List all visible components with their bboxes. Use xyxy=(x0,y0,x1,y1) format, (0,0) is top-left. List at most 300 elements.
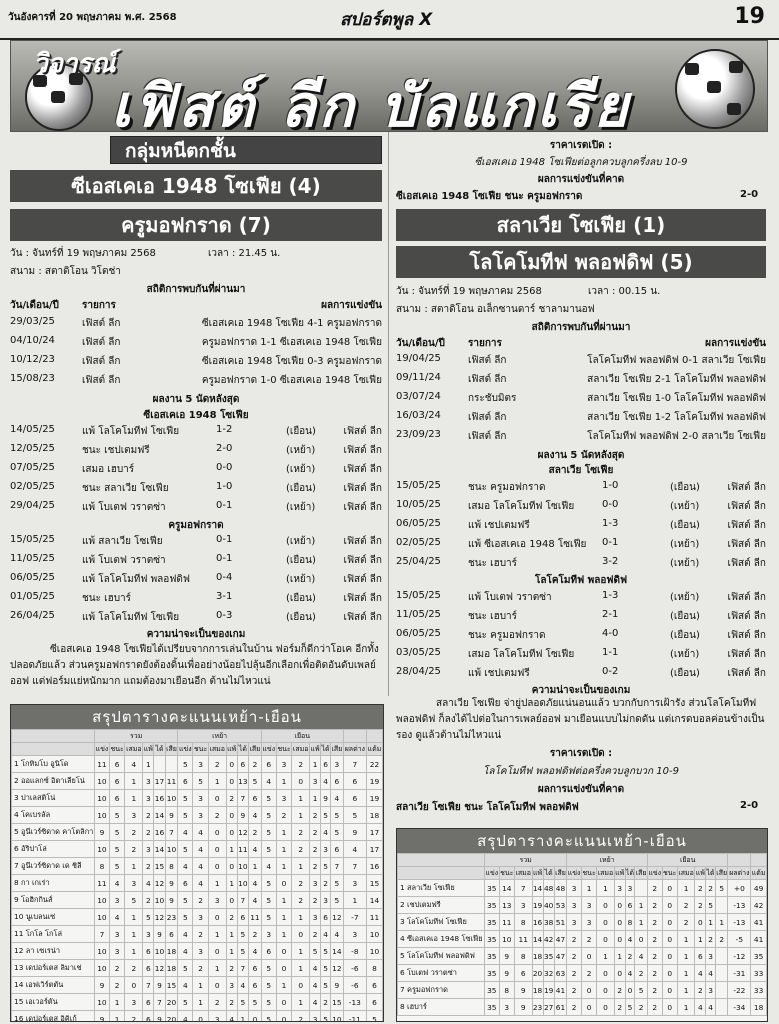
stat-cell: 5 xyxy=(261,994,276,1011)
stat-cell: 4 xyxy=(625,965,635,982)
stat-cell: 0 xyxy=(208,977,226,994)
match-date: วัน : จันทร์ที่ 19 พฤษภาคม 2568 xyxy=(396,286,542,297)
stat-cell: 41 xyxy=(751,914,767,931)
stat-cell: 5 xyxy=(330,807,343,824)
table-column-label: ได้ xyxy=(543,867,554,880)
h2h-competition: เฟิสต์ ลีก xyxy=(82,356,121,367)
form-score: 0-1 xyxy=(216,553,233,564)
form-date: 01/05/25 xyxy=(10,591,55,602)
stat-cell: 2 xyxy=(292,824,310,841)
form-date: 25/04/25 xyxy=(396,556,441,567)
h2h-date: 04/10/24 xyxy=(10,335,55,346)
stat-cell: 2 xyxy=(706,880,716,897)
form-competition: เฟิสต์ ลีก xyxy=(727,668,766,679)
stat-cell xyxy=(715,965,728,982)
match-date: วัน : จันทร์ที่ 19 พฤษภาคม 2568 xyxy=(10,248,156,259)
stat-cell: 10 xyxy=(237,875,248,892)
stat-cell: 0 xyxy=(276,1011,292,1023)
form-venue: (เหย้า) xyxy=(286,574,316,585)
stat-cell: 1 xyxy=(125,909,143,926)
stat-cell: 61 xyxy=(554,999,567,1016)
stat-cell: 20 xyxy=(165,1011,178,1023)
table-row xyxy=(12,909,383,926)
team-name: 6 โบเตฟ วราตซ่า xyxy=(398,965,485,982)
odds-text: โลโคโมทีฟ พลอฟดิฟต่อครึ่งควบลูกบวก 10-9 xyxy=(483,766,679,777)
form-date: 03/05/25 xyxy=(396,647,441,658)
stat-cell: 12 xyxy=(154,909,165,926)
h2h-title: สถิติการพบกันที่ผ่านมา xyxy=(531,322,631,333)
stat-cell: 17 xyxy=(154,773,165,790)
table-column-header xyxy=(12,743,383,756)
table-column-label: แข่ง xyxy=(95,743,110,756)
form-venue: (เยือน) xyxy=(670,520,700,531)
stat-cell: 0 xyxy=(597,982,615,999)
form-row xyxy=(10,572,382,586)
h2h-competition: กระชับมิตร xyxy=(468,393,517,404)
page-header xyxy=(0,0,779,40)
stat-cell: 35 xyxy=(485,965,500,982)
team-name: 14 เอฟเวิร์ตตัน xyxy=(12,977,95,994)
standings-grid xyxy=(11,729,383,1022)
form-venue: (เยือน) xyxy=(286,483,316,494)
form-score: 2-1 xyxy=(602,609,619,620)
stat-cell: 10 xyxy=(366,943,382,960)
h2h-date: 29/03/25 xyxy=(10,316,55,327)
stat-cell: 5 xyxy=(321,960,331,977)
stat-cell: 17 xyxy=(366,824,382,841)
stat-cell: 2 xyxy=(647,880,662,897)
form-score: 0-1 xyxy=(216,500,233,511)
form-competition: เฟิสต์ ลีก xyxy=(343,612,382,623)
stat-cell: 1 xyxy=(310,790,321,807)
table-row xyxy=(12,977,383,994)
stat-cell: 2 xyxy=(715,931,728,948)
stat-cell: 7 xyxy=(330,858,343,875)
stat-cell: 2 xyxy=(567,948,582,965)
stat-cell: 2 xyxy=(695,982,706,999)
stat-cell: 3 xyxy=(276,756,292,773)
table-column-label: แข่ง xyxy=(178,743,193,756)
stat-cell: 10 xyxy=(330,1011,343,1023)
table-column-label: แต้ม xyxy=(366,743,382,756)
table-group: เหย้า xyxy=(567,854,648,867)
stat-cell: 4 xyxy=(237,977,248,994)
table-corner xyxy=(12,730,95,743)
stat-cell: 3 xyxy=(193,909,209,926)
stat-cell: 4 xyxy=(178,977,193,994)
stat-cell: 0 xyxy=(662,914,677,931)
stat-cell: 4 xyxy=(178,926,193,943)
stat-cell: 6 xyxy=(109,756,125,773)
table-row xyxy=(12,756,383,773)
stat-cell: 20 xyxy=(165,994,178,1011)
stat-cell: 0 xyxy=(614,965,625,982)
standings-title: สรุปตารางคะแนนเหย้า-เยือน xyxy=(11,705,383,729)
form-match: แพ้ เชปเตมฟรี xyxy=(468,668,530,679)
team-name: 6 อัริปาโล่ xyxy=(12,841,95,858)
stat-cell: 2 xyxy=(310,926,321,943)
table-group: รวม xyxy=(95,730,178,743)
table-group: เยือน xyxy=(647,854,728,867)
stat-cell: 0 xyxy=(614,931,625,948)
form-date: 06/05/25 xyxy=(10,572,55,583)
table-column-label: เสีย xyxy=(554,867,567,880)
table-column-label: ชนะ xyxy=(662,867,677,880)
stat-cell: 2 xyxy=(143,824,154,841)
team-name: 7 อูนีเวร์ซิดาด เด ชิลี xyxy=(12,858,95,875)
stat-cell: 4 xyxy=(330,790,343,807)
stat-cell: 1 xyxy=(635,897,648,914)
form-score: 0-0 xyxy=(602,499,619,510)
form-venue: (เหย้า) xyxy=(286,464,316,475)
match-time: เวลา : 21.45 น. xyxy=(208,248,281,259)
stat-cell: 2 xyxy=(567,999,582,1016)
form-score: 1-1 xyxy=(602,647,619,658)
stat-cell: 4 xyxy=(193,841,209,858)
stat-cell: 5 xyxy=(261,960,276,977)
stat-cell: 4 xyxy=(226,1011,237,1023)
stat-cell: 4 xyxy=(109,875,125,892)
table-column-label: แพ้ xyxy=(532,867,543,880)
stat-cell: 14 xyxy=(532,880,543,897)
form-venue: (เหย้า) xyxy=(670,501,700,512)
stat-cell: 11 xyxy=(366,909,382,926)
stat-cell: 1 xyxy=(677,948,695,965)
form-date: 07/05/25 xyxy=(10,462,55,473)
stat-cell: 1 xyxy=(237,1011,248,1023)
stat-cell: 41 xyxy=(554,982,567,999)
stat-cell: 1 xyxy=(208,926,226,943)
form-competition: เฟิสต์ ลีก xyxy=(343,464,382,475)
team-name: 13 เดปอร์เตส ลิมาเช่ xyxy=(12,960,95,977)
table-column-label: เสมอ xyxy=(292,743,310,756)
form-competition: เฟิสต์ ลีก xyxy=(727,501,766,512)
stat-cell: 10 xyxy=(95,960,110,977)
stat-cell: 2 xyxy=(310,824,321,841)
stat-cell: 2 xyxy=(276,807,292,824)
form-date: 02/05/25 xyxy=(396,537,441,548)
table-row xyxy=(398,897,767,914)
stat-cell: 0 xyxy=(208,790,226,807)
stat-cell: 15 xyxy=(366,875,382,892)
stat-cell: 5 xyxy=(178,994,193,1011)
stat-cell: 5 xyxy=(261,824,276,841)
form-date: 06/05/25 xyxy=(396,518,441,529)
stat-cell: 3 xyxy=(310,1011,321,1023)
stat-cell: 2 xyxy=(125,824,143,841)
stat-cell: 2 xyxy=(193,926,209,943)
stat-cell: 3 xyxy=(321,892,331,909)
issue-date: วันอังคารที่ 20 พฤษภาคม พ.ศ. 2568 xyxy=(8,12,177,23)
h2h-result: โลโคโมทีฟ พลอฟดิฟ 2-0 สลาเวีย โซเฟีย xyxy=(587,431,766,442)
stat-cell: 18 xyxy=(366,807,382,824)
stat-cell: 0 xyxy=(662,948,677,965)
form-match: เสมอ โลโคโมทีฟ โซเฟีย xyxy=(468,501,575,512)
stat-cell: 4 xyxy=(310,977,321,994)
stat-cell: 6 xyxy=(165,926,178,943)
form-score: 0-0 xyxy=(216,462,233,473)
banner-title: เฟิสต์ ลีก บัลแกเรีย xyxy=(111,72,631,132)
form-venue: (เหย้า) xyxy=(670,649,700,660)
stat-cell: 6 xyxy=(109,773,125,790)
form-match: แพ้ ซีเอสเคเอ 1948 โซเฟีย xyxy=(468,539,587,550)
form-date: 15/05/25 xyxy=(396,480,441,491)
table-row xyxy=(12,807,383,824)
table-column-label: เสมอ xyxy=(597,867,615,880)
stat-cell: 5 xyxy=(178,756,193,773)
stat-cell: 0 xyxy=(614,897,625,914)
stat-cell: 5 xyxy=(330,892,343,909)
stat-cell: 49 xyxy=(751,880,767,897)
stat-cell: 5 xyxy=(321,807,331,824)
stat-cell: 38 xyxy=(543,914,554,931)
table-column-label: แพ้ xyxy=(226,743,237,756)
stat-cell: 35 xyxy=(485,914,500,931)
stat-cell: 1 xyxy=(677,999,695,1016)
stat-cell: 12 xyxy=(154,875,165,892)
table-column-label: แข่ง xyxy=(647,867,662,880)
stat-cell: 19 xyxy=(532,897,543,914)
team-name: 3 ปาเลสติโน่ xyxy=(12,790,95,807)
stat-cell: 2 xyxy=(695,897,706,914)
stat-cell: 14 xyxy=(154,807,165,824)
stat-cell: 16 xyxy=(154,790,165,807)
stat-cell: 2 xyxy=(625,948,635,965)
stat-cell: 0 xyxy=(276,875,292,892)
prediction-text: ซีเอสเคเอ 1948 โซเฟีย ชนะ ครูมอฟกราด xyxy=(396,191,583,202)
team-name: 9 โอฮิกกินส์ xyxy=(12,892,95,909)
form-row xyxy=(10,500,382,514)
table-column-label: เสมอ xyxy=(514,867,532,880)
prediction-score: 2-0 xyxy=(740,189,759,200)
stat-cell: 3 xyxy=(125,875,143,892)
stat-cell: -13 xyxy=(343,994,366,1011)
stat-cell: 2 xyxy=(695,880,706,897)
form-match: แพ้ โลโคโมทีฟ โซเฟีย xyxy=(82,426,180,437)
stat-cell: 11 xyxy=(95,875,110,892)
form-score: 1-0 xyxy=(602,480,619,491)
stat-cell: 3 xyxy=(625,880,635,897)
table-corner xyxy=(398,867,485,880)
form-competition: เฟิสต์ ลีก xyxy=(727,649,766,660)
team-name: 3 โลโคโมทีฟ โซเฟีย xyxy=(398,914,485,931)
stat-cell: 5 xyxy=(310,943,321,960)
table-column-label: เสีย xyxy=(249,743,262,756)
stat-cell: 0 xyxy=(662,965,677,982)
stat-cell: 5 xyxy=(109,858,125,875)
stat-cell: 2 xyxy=(125,1011,143,1023)
form-score: 0-4 xyxy=(216,572,233,583)
stat-cell: 5 xyxy=(125,892,143,909)
stat-cell: 4 xyxy=(178,858,193,875)
stat-cell: 6 xyxy=(178,773,193,790)
stat-cell: 14 xyxy=(330,943,343,960)
h2h-row xyxy=(396,410,766,424)
form-match: ชนะ สลาเวีย โซเฟีย xyxy=(82,483,169,494)
stat-cell: 10 xyxy=(95,909,110,926)
stat-cell: 0 xyxy=(597,999,615,1016)
stat-cell: 5 xyxy=(261,909,276,926)
h2h-date: 16/03/24 xyxy=(396,410,441,421)
table-column-label: ชนะ xyxy=(581,867,596,880)
form-row xyxy=(10,553,382,567)
stat-cell: 14 xyxy=(154,841,165,858)
stat-cell: 3 xyxy=(706,948,716,965)
form-match: แพ้ โบเตฟ วราตซ่า xyxy=(468,592,552,603)
form-score: 2-0 xyxy=(216,443,233,454)
table-row xyxy=(398,948,767,965)
h2h-row xyxy=(10,335,382,349)
newspaper-brand: สปอร์ตพูล X xyxy=(340,10,433,30)
stat-cell: 3 xyxy=(514,897,532,914)
form-competition: เฟิสต์ ลีก xyxy=(727,558,766,569)
stat-cell: 1 xyxy=(276,858,292,875)
form-row xyxy=(396,518,766,532)
stat-cell: 1 xyxy=(143,756,154,773)
stat-cell: 10 xyxy=(154,892,165,909)
stat-cell: 9 xyxy=(154,977,165,994)
odds-title: ราคาเรตเปิด : xyxy=(549,748,613,759)
stat-cell: 11 xyxy=(165,773,178,790)
stat-cell: 48 xyxy=(554,880,567,897)
stat-cell: 9 xyxy=(95,1011,110,1023)
stat-cell: 1 xyxy=(226,841,237,858)
stat-cell: 5 xyxy=(321,858,331,875)
stat-cell: 12 xyxy=(237,824,248,841)
form-date: 10/05/25 xyxy=(396,499,441,510)
form-team2-name: ครูมอฟกราด xyxy=(168,520,224,531)
stat-cell: 3 xyxy=(310,773,321,790)
stat-cell: 32 xyxy=(543,965,554,982)
table-column-label: ผลต่าง xyxy=(728,867,751,880)
stat-cell: 0 xyxy=(662,931,677,948)
home-team-heading: ซีเอสเคเอ 1948 โซเฟีย (4) xyxy=(10,170,382,202)
table-group-header xyxy=(398,854,767,867)
form-venue: (เหย้า) xyxy=(286,502,316,513)
h2h-row xyxy=(396,372,766,386)
table-row xyxy=(12,960,383,977)
stat-cell xyxy=(715,982,728,999)
stat-cell: 2 xyxy=(226,790,237,807)
standings-title: สรุปตารางคะแนนเหย้า-เยือน xyxy=(397,829,767,853)
form-score: 0-1 xyxy=(602,537,619,548)
form-date: 11/05/25 xyxy=(10,553,55,564)
stat-cell: 2 xyxy=(647,897,662,914)
stat-cell: 19 xyxy=(366,773,382,790)
stat-cell: 0 xyxy=(276,994,292,1011)
stat-cell: 9 xyxy=(499,965,514,982)
table-column-label: เสีย xyxy=(715,867,728,880)
stat-cell: 10 xyxy=(95,841,110,858)
stat-cell: 4 xyxy=(343,841,366,858)
form-row xyxy=(396,556,766,570)
stat-cell: 16 xyxy=(154,824,165,841)
stat-cell: 4 xyxy=(261,858,276,875)
stat-cell: 0 xyxy=(226,756,237,773)
table-row xyxy=(12,1011,383,1023)
chance-text: ซีเอสเคเอ 1948 โซเฟียได้เปรียบจากการเล่นในบ้าน ฟอร์มก็ดีกว่าโอเค อีกทั้งปลอดภัยแล้ว ส่วนครูมอฟกราดยังต้องดิ้นเพื่ออย่างน้อยไปลุ้นอีกเลือกเพื่อติดอันดับเพลย์ออฟ แต่ฟอร์มแย่หนักมาก แถมต้องมาเยือนอีก ต้านไม่ไหวแน่ xyxy=(10,644,379,687)
stat-cell: 1 xyxy=(125,790,143,807)
stat-cell: 1 xyxy=(677,982,695,999)
team-name: 12 ลา เซเรน่า xyxy=(12,943,95,960)
form-score: 3-1 xyxy=(216,591,233,602)
stat-cell: 35 xyxy=(751,948,767,965)
stat-cell: 3 xyxy=(310,875,321,892)
stat-cell: 1 xyxy=(125,858,143,875)
stat-cell: 5 xyxy=(237,994,248,1011)
stat-cell: 0 xyxy=(226,858,237,875)
stat-cell: 2 xyxy=(677,897,695,914)
table-column-label: แข่ง xyxy=(485,867,500,880)
stat-cell: 2 xyxy=(249,926,262,943)
stat-cell: 4 xyxy=(321,926,331,943)
stat-cell: 2 xyxy=(292,756,310,773)
stat-cell: 10 xyxy=(237,858,248,875)
form-title: ผลงาน 5 นัดหลังสุด xyxy=(152,394,240,405)
h2h-result: โลโคโมทีฟ พลอฟดิฟ 0-1 สลาเวีย โซเฟีย xyxy=(587,355,766,366)
form-score: 1-3 xyxy=(602,590,619,601)
form-match: แพ้ โลโคโมทีฟ โซเฟีย xyxy=(82,612,180,623)
stat-cell: 3 xyxy=(143,790,154,807)
stat-cell: 51 xyxy=(554,914,567,931)
stat-cell: 35 xyxy=(485,897,500,914)
stat-cell: 4 xyxy=(310,960,321,977)
form-competition: เฟิสต์ ลีก xyxy=(727,482,766,493)
stat-cell: 2 xyxy=(292,875,310,892)
stat-cell: 48 xyxy=(543,880,554,897)
column-divider xyxy=(388,132,389,696)
form-competition: เฟิสต์ ลีก xyxy=(343,502,382,513)
stat-cell: 13 xyxy=(237,773,248,790)
stat-cell: 18 xyxy=(532,982,543,999)
h2h-row xyxy=(10,354,382,368)
stat-cell: 5 xyxy=(109,841,125,858)
stat-cell: 8 xyxy=(625,914,635,931)
stat-cell: 0 xyxy=(662,999,677,1016)
stat-cell: 6 xyxy=(321,909,331,926)
stat-cell: 0 xyxy=(208,824,226,841)
stat-cell xyxy=(715,999,728,1016)
stat-cell: 33 xyxy=(751,965,767,982)
stat-cell: 5 xyxy=(178,892,193,909)
stat-cell: 4 xyxy=(249,875,262,892)
stat-cell: 2 xyxy=(635,965,648,982)
form-match: ชนะ เฮบาร์ xyxy=(468,611,518,622)
table-column-label: ได้ xyxy=(625,867,635,880)
table-corner xyxy=(398,854,485,867)
stat-cell: 1 xyxy=(125,926,143,943)
h2h-header-date: วัน/เดือน/ปี xyxy=(10,300,59,311)
stat-cell: 0 xyxy=(662,897,677,914)
stat-cell: 35 xyxy=(543,948,554,965)
table-group-header xyxy=(12,730,383,743)
stat-cell: 0 xyxy=(249,1011,262,1023)
stat-cell: 3 xyxy=(208,892,226,909)
prediction-text: สลาเวีย โซเฟีย ชนะ โลโคโมทีฟ พลอฟดิฟ xyxy=(396,802,579,813)
table-column-label: เสมอ xyxy=(125,743,143,756)
form-match: แพ้ สลาเวีย โซเฟีย xyxy=(82,536,163,547)
h2h-result: สลาเวีย โซเฟีย 1-2 โลโคโมทีฟ พลอฟดิฟ xyxy=(587,412,766,423)
stat-cell: 18 xyxy=(165,960,178,977)
team-name: 1 สลาเวีย โซเฟีย xyxy=(398,880,485,897)
table-column-label: ชนะ xyxy=(193,743,209,756)
stat-cell: 4 xyxy=(125,756,143,773)
form-match: ชนะ เฮบาร์ xyxy=(82,593,132,604)
stat-cell: 5 xyxy=(237,943,248,960)
stat-cell: 1 xyxy=(249,858,262,875)
stat-cell: -5 xyxy=(728,931,751,948)
table-row xyxy=(12,943,383,960)
